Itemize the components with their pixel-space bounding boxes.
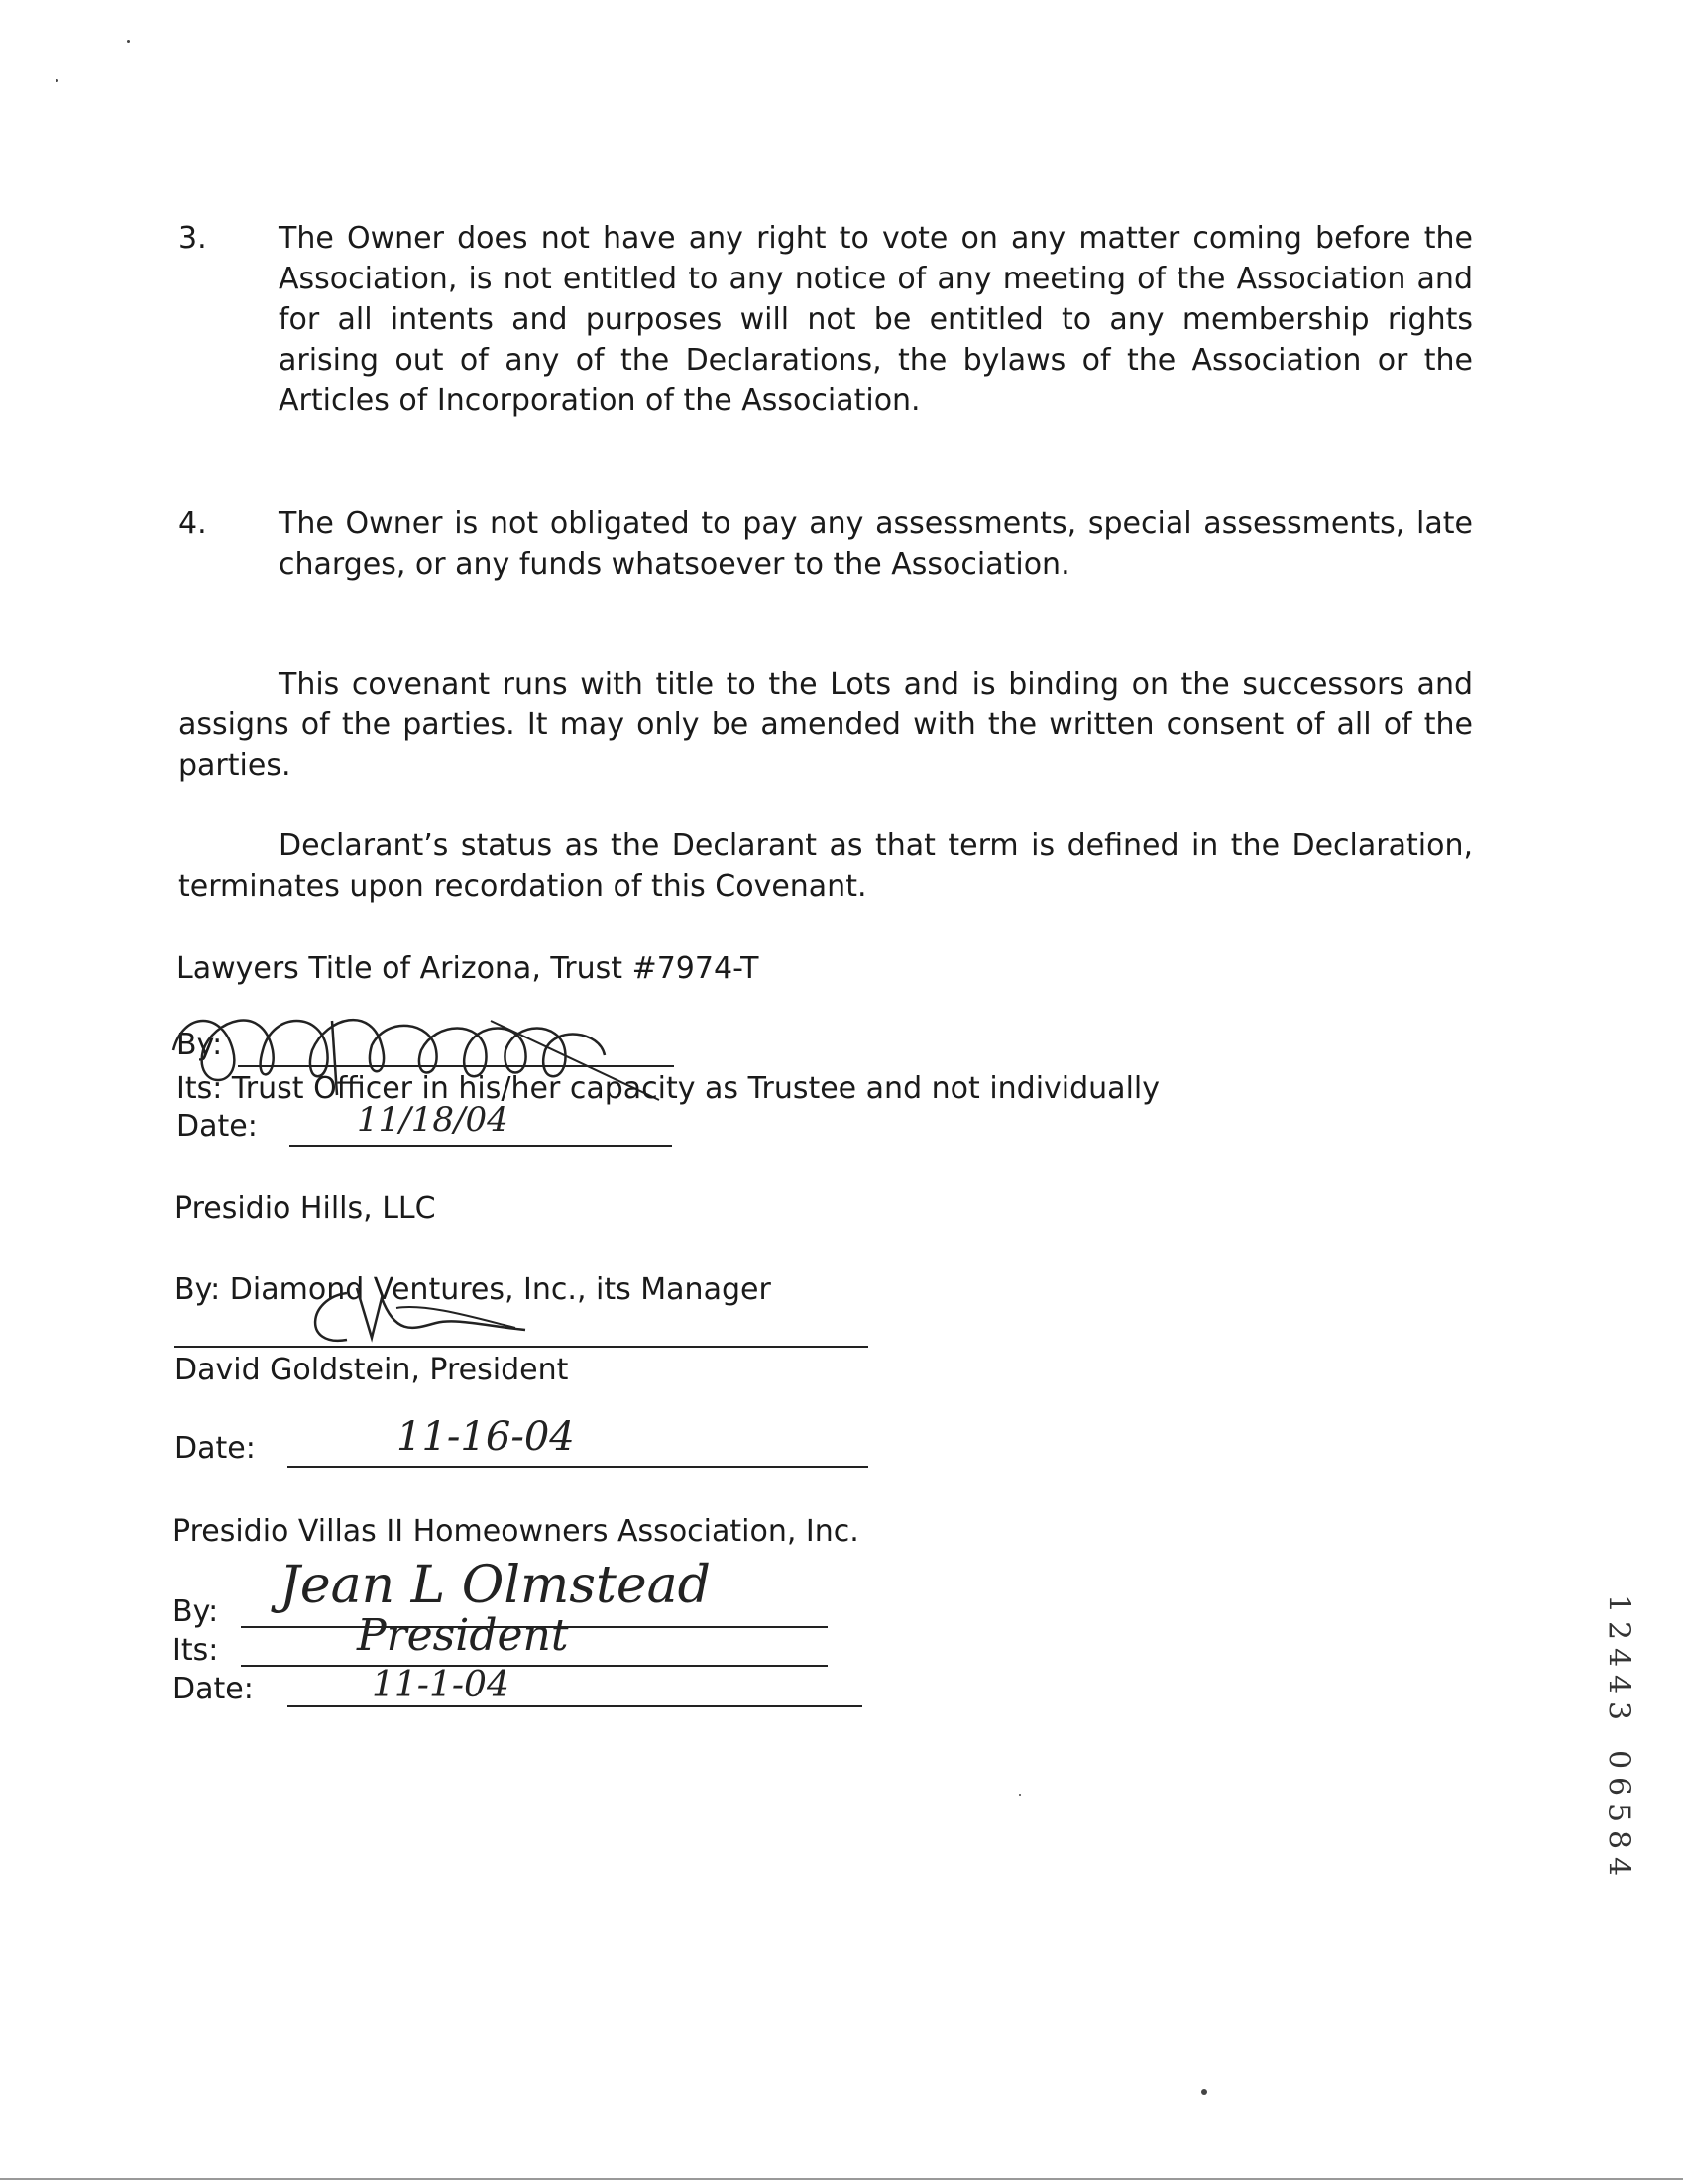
stamp-digit: 4 bbox=[1601, 1647, 1636, 1668]
stamp-digit: 4 bbox=[1601, 1674, 1636, 1694]
item-4 bbox=[178, 503, 1473, 585]
presidio-hills-signer: David Goldstein, President bbox=[174, 1353, 569, 1387]
scan-speck bbox=[56, 79, 58, 82]
trust-date-value: 11/18/04 bbox=[357, 1100, 508, 1140]
trust-its-line: Its: Trust Officer in his/her capacity as Trustee and not individually bbox=[176, 1071, 1160, 1106]
recording-stamp bbox=[1601, 1590, 1636, 1880]
covenant-paragraph: This covenant runs with title to the Lots and is binding on the successors and assigns of the parties. It may only be amended with the written consent of all of the parties. bbox=[178, 667, 1473, 783]
trust-date-line bbox=[289, 1145, 672, 1147]
presidio-hills-date-value: 11-16-04 bbox=[396, 1414, 575, 1460]
stamp-digit: 5 bbox=[1601, 1802, 1636, 1823]
presidio-hills-by-line: By: Diamond Ventures, Inc., its Manager bbox=[174, 1272, 771, 1307]
item-number: 4. bbox=[178, 506, 207, 541]
stamp-digit: 1 bbox=[1601, 1593, 1636, 1614]
villas-date-line bbox=[287, 1705, 862, 1707]
presidio-hills-date-label: Date: bbox=[174, 1431, 256, 1466]
scan-speck bbox=[1201, 2089, 1207, 2095]
stamp-digit: 6 bbox=[1601, 1776, 1636, 1797]
item-text: The Owner is not obligated to pay any assessments, special assessments, late charges, or any funds whatsoever to the Association. bbox=[279, 506, 1473, 582]
villas-its-line bbox=[241, 1665, 828, 1667]
stamp-digit: 2 bbox=[1601, 1620, 1636, 1641]
stamp-digit: 4 bbox=[1601, 1856, 1636, 1877]
stamp-digit: 3 bbox=[1601, 1700, 1636, 1721]
item-number: 3. bbox=[178, 221, 207, 256]
presidio-hills-signature-line bbox=[174, 1346, 868, 1348]
presidio-hills-date-line bbox=[287, 1466, 868, 1468]
villas-date-value: 11-1-04 bbox=[372, 1665, 509, 1705]
trust-by-label: By: bbox=[176, 1028, 223, 1062]
item-text: The Owner does not have any right to vote on any matter coming before the Association, is not entitled to any notice of any meeting of the Association and for all intents and purposes will not be entitled to any membership rights arising out of any of the Declarations, the bylaws of the Association or the Articles of Incorporation of the Association. bbox=[279, 221, 1473, 418]
declarant-paragraph: Declarant’s status as the Declarant as that term is defined in the Declaration, terminates upon recordation of this Covenant. bbox=[178, 828, 1473, 904]
item-3 bbox=[178, 218, 1473, 421]
stamp-digit: 8 bbox=[1601, 1829, 1636, 1850]
scan-speck bbox=[127, 40, 130, 43]
trust-entity: Lawyers Title of Arizona, Trust #7974-T bbox=[176, 951, 759, 986]
villas-by-value: Jean L Olmstead bbox=[280, 1556, 711, 1615]
villas-entity: Presidio Villas II Homeowners Association, Inc. bbox=[172, 1514, 859, 1549]
villas-its-label: Its: bbox=[172, 1633, 219, 1668]
scan-speck bbox=[1019, 1794, 1021, 1796]
scan-bottom-edge bbox=[0, 2178, 1683, 2180]
villas-by-label: By: bbox=[172, 1594, 219, 1629]
villas-date-label: Date: bbox=[172, 1672, 254, 1706]
stamp-digit: 0 bbox=[1601, 1749, 1636, 1770]
villas-its-value: President bbox=[357, 1610, 569, 1661]
presidio-hills-entity: Presidio Hills, LLC bbox=[174, 1191, 436, 1226]
trust-date-label: Date: bbox=[176, 1109, 258, 1144]
